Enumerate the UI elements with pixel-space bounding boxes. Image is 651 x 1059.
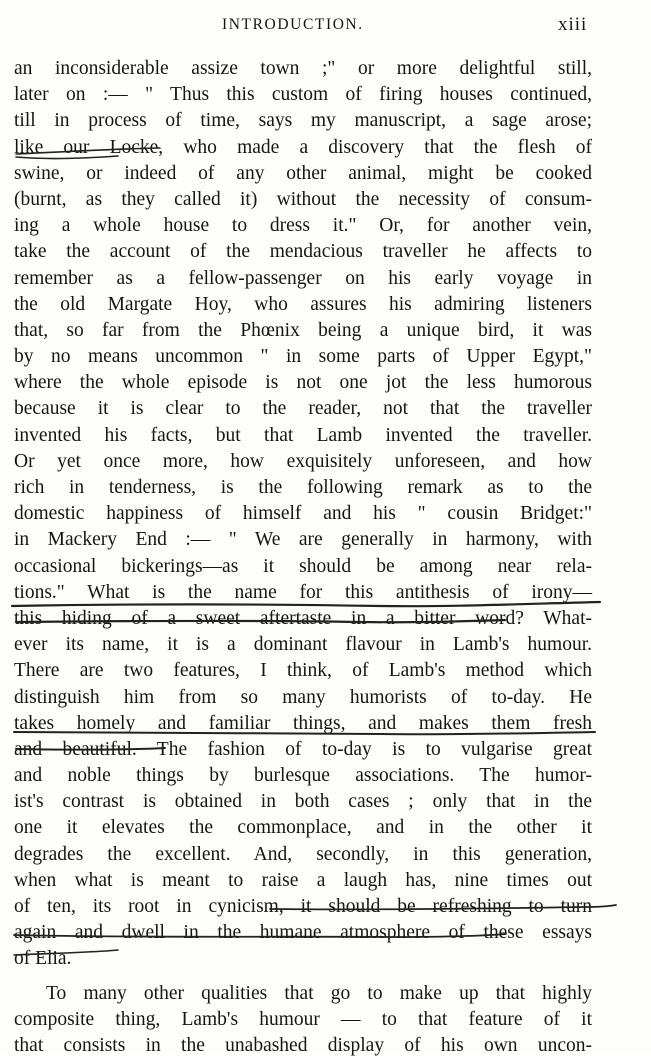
text-line: by no means uncommon " in some parts of Upper Egypt," — [14, 346, 592, 368]
text-line: and noble things by burlesque associations. The humor- — [14, 765, 592, 787]
text-line: in Mackery End :— " We are generally in harmony, with — [14, 529, 592, 551]
body-text — [14, 56, 592, 1059]
text-line: degrades the excellent. And, secondly, in this generation, — [14, 843, 592, 865]
text-line: again and dwell in the humane atmosphere of these essays — [14, 922, 592, 944]
text-line: remember as a fellow-passenger on his early voyage in — [14, 267, 592, 289]
text-line: of ten, its root in cynicism, it should be refreshing to turn — [14, 896, 592, 917]
text-line: takes homely and familiar things, and makes them fresh — [14, 712, 592, 734]
text-line: ever its name, it is a dominant flavour in Lamb's humour. — [14, 634, 592, 656]
text-line: tions." What is the name for this antithesis of irony— — [14, 581, 592, 603]
text-line: that, so far from the Phœnix being a unique bird, it was — [14, 319, 592, 341]
text-line: rich in tenderness, is the following remark as to the — [14, 477, 592, 498]
text-line: To many other qualities that go to make up that highly — [46, 982, 592, 1004]
text-line: Or yet once more, how exquisitely unforeseen, and how — [14, 450, 592, 472]
text-line: when what is meant to raise a laugh has, nine times out — [14, 869, 592, 891]
text-line: that consists in the unabashed display of his own uncon- — [14, 1034, 592, 1056]
text-line: swine, or indeed of any other animal, might be cooked — [14, 162, 592, 184]
text-line: an inconsiderable assize town ;" or more delightful still, — [14, 58, 592, 79]
text-line: take the account of the mendacious traveller he affects to — [14, 241, 592, 263]
text-line: composite thing, Lamb's humour — to that feature of it — [14, 1008, 592, 1030]
text-line: distinguish him from so many humorists of to-day. He — [14, 686, 592, 708]
text-line: and beautiful. The fashion of to-day is to vulgarise great — [14, 738, 592, 760]
page-number: xiii — [558, 14, 588, 35]
text-line: domestic happiness of himself and his " cousin Bridget:" — [14, 503, 592, 525]
text-line: because it is clear to the reader, not that the traveller — [14, 398, 592, 420]
text-line: ist's contrast is obtained in both cases ; only that in the — [14, 791, 592, 813]
text-line: later on :— " Thus this custom of firing houses continued, — [14, 84, 592, 106]
text-line: occasional bickerings—as it should be among near rela- — [14, 555, 592, 577]
text-line: where the whole episode is not one jot the less humorous — [14, 372, 592, 394]
text-line: There are two features, I think, of Lamb's method which — [14, 660, 592, 682]
running-head: INTRODUCTION. — [222, 16, 364, 33]
text-line: this hiding of a sweet aftertaste in a bitter word? What- — [14, 607, 592, 629]
text-line: (burnt, as they called it) without the necessity of consum- — [14, 188, 592, 210]
text-line: of Elia. — [14, 948, 72, 970]
text-line: invented his facts, but that Lamb invented the traveller. — [14, 424, 592, 446]
text-line: till in process of time, says my manuscript, a sage arose; — [14, 110, 592, 132]
text-line: ing a whole house to dress it." Or, for another vein, — [14, 215, 592, 237]
text-line: one it elevates the commonplace, and in the other it — [14, 817, 592, 839]
page-header — [0, 14, 651, 40]
text-line: like our Locke, who made a discovery that the flesh of — [14, 136, 592, 158]
text-line: the old Margate Hoy, who assures his admiring listeners — [14, 293, 592, 315]
